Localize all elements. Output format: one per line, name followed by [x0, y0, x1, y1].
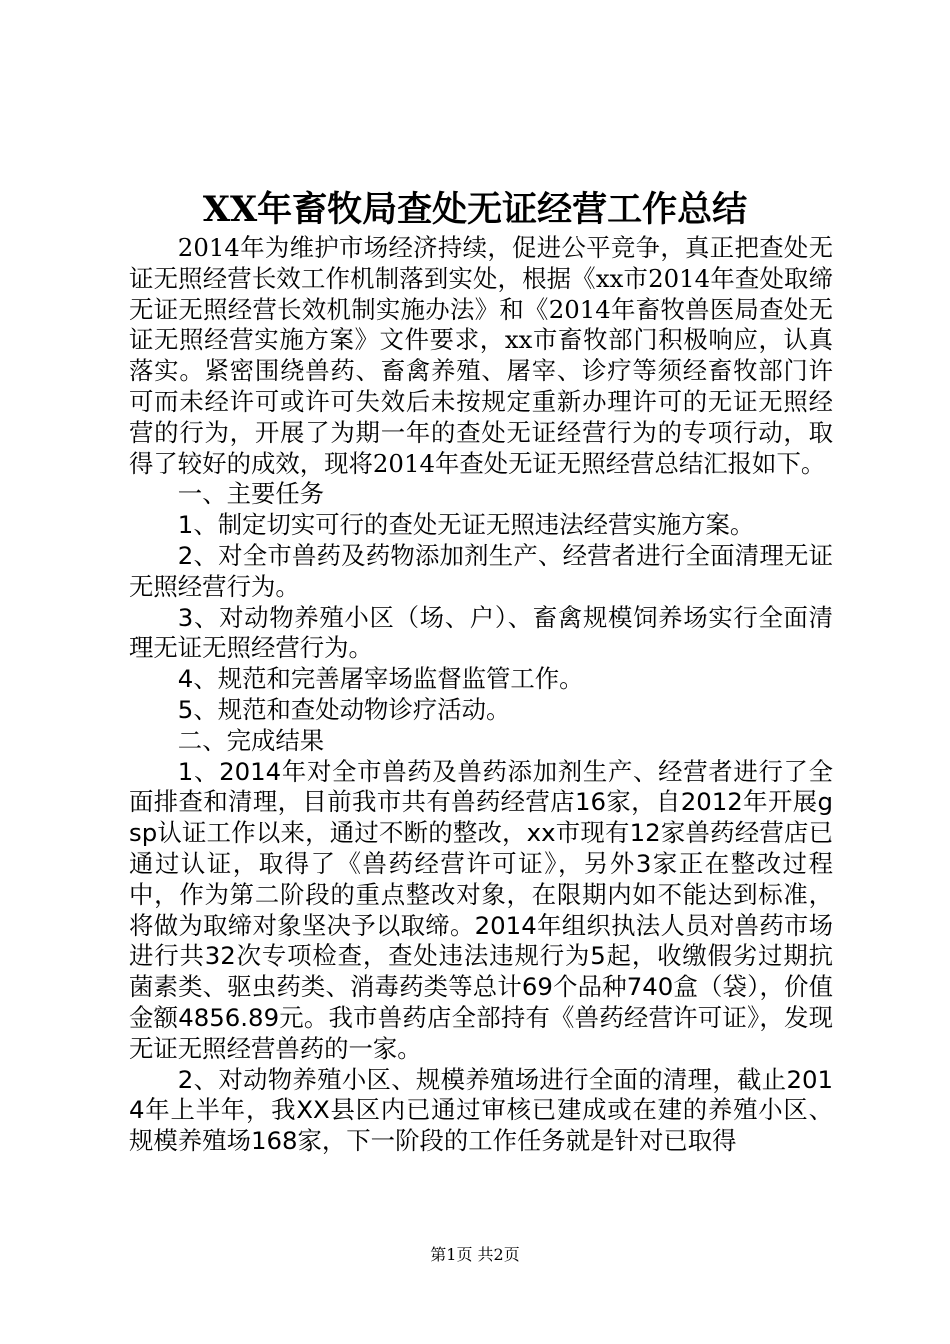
- document-body: [129, 233, 833, 1157]
- task-item-4: 4、规范和完善屠宰场监督监管工作。: [177, 664, 584, 694]
- task-item-2: 2、对全市兽药及药物添加剂生产、经营者进行全面清理无证无照经营行为。: [129, 540, 833, 601]
- intro-paragraph: 2014年为维护市场经济持续，促进公平竞争，真正把查处无证无照经营长效工作机制落到实处，根据《xx市2014年查处取缔无证无照经营长效机制实施办法》和《2014年畜牧兽医局查处无证无照经营实施方案》文件要求，xx市畜牧部门积极响应，认真落实。紧密围绕兽药、畜禽养殖、屠宰、诊疗等须经畜牧部门许可而未经许可或许可失效后未按规定重新办理许可的无证无照经营的行为，开展了为期一年的查处无证经营行为的专项行动，取得了较好的成效，现将2014年查处无证无照经营总结汇报如下。: [129, 233, 833, 478]
- task-item-5: 5、规范和查处动物诊疗活动。: [177, 694, 511, 724]
- task-item-3: 3、对动物养殖小区（场、户）、畜禽规模饲养场实行全面清理无证无照经营行为。: [129, 602, 833, 663]
- section-heading-results: 二、完成结果: [177, 725, 325, 755]
- result-paragraph-2: 2、对动物养殖小区、规模养殖场进行全面的清理，截止2014年上半年，我XX县区内已通过审核已建成或在建的养殖小区、规模养殖场168家，下一阶段的工作任务就是针对已取得: [129, 1064, 833, 1156]
- task-item-1: 1、制定切实可行的查处无证无照违法经营实施方案。: [177, 510, 755, 540]
- section-heading-main-tasks: 一、主要任务: [177, 479, 325, 509]
- document-title: XX年畜牧局查处无证经营工作总结: [202, 189, 748, 230]
- page-number-footer: 第1页 共2页: [430, 1245, 520, 1264]
- result-paragraph-1: 1、2014年对全市兽药及兽药添加剂生产、经营者进行了全面排查和清理，目前我市共有兽药经营店16家，自2012年开展gsp认证工作以来，通过不断的整改，xx市现有12家兽药经营店已通过认证，取得了《兽药经营许可证》，另外3家正在整改过程中，作为第二阶段的重点整改对象，在限期内如不能达到标准，将做为取缔对象坚决予以取缔。2014年组织执法人员对兽药市场进行共32次专项检查，查处违法违规行为5起，收缴假劣过期抗菌素类、驱虫药类、消毒药类等总计69个品种740盒（袋），价值金额4856.89元。我市兽药店全部持有《兽药经营许可证》，发现无证无照经营兽药的一家。: [129, 756, 833, 1063]
